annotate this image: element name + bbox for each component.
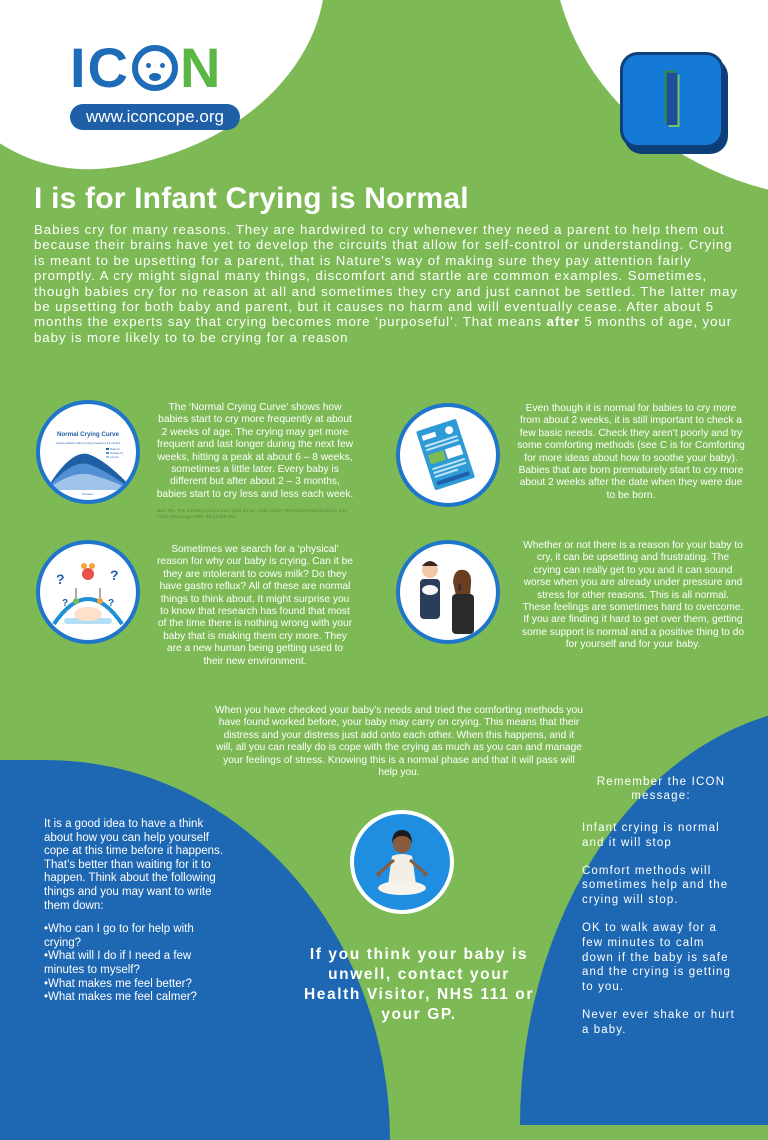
icon-message-item: OK to walk away for a few minutes to calm down if the baby is safe and the crying is getting to you. bbox=[582, 921, 731, 994]
list-item: • What makes me feel better? bbox=[44, 978, 229, 992]
phone-icon bbox=[458, 584, 461, 591]
tile-letter: I bbox=[661, 57, 683, 142]
legend-average: Average Cry bbox=[110, 452, 124, 455]
list-item: • What makes me feel calmer? bbox=[44, 991, 229, 1005]
baby-icon bbox=[74, 607, 102, 621]
stressed-parents-image bbox=[396, 540, 500, 644]
crying-curve-text: The ‘Normal Crying Curve’ shows how babies start to cry more frequently at about 2 weeks of age. The crying may get more frequent and last longer during the next few weeks, hitting a peak at about 6 – 8 weeks, sometimes a little later. Every baby is different but after about 2 – 3 months, babies start to cry less and less each week. bbox=[156, 402, 354, 500]
logo-wordmark bbox=[70, 36, 240, 99]
icon-message-title: Remember the ICON message: bbox=[596, 776, 726, 802]
parent-body-icon bbox=[452, 594, 474, 634]
website-url[interactable]: www.iconcope.org bbox=[70, 104, 240, 130]
baby-mobile-image bbox=[36, 540, 140, 644]
icon-logo bbox=[70, 36, 240, 130]
curve-citation: Barr RG. The normal crying curve: what do we really know? Developmental Medicine and Child Neurology 1990; 32(4):356-362 bbox=[157, 509, 347, 520]
svg-text:?: ? bbox=[62, 598, 69, 609]
leaflet-image bbox=[396, 403, 500, 507]
basic-needs-text: Even though it is normal for babies to cry more from about 2 weeks, it is still important to check a few basic needs. Check they aren’t poorly and try some comforting methods (see C is for Comforting for more ideas about how to soothe your baby). Babies that are born prematurely start to cry more about 2 weeks after the date when they were due to be born. bbox=[517, 403, 745, 501]
x-label-end: 4-5 months bbox=[112, 493, 124, 496]
svg-text:?: ? bbox=[108, 598, 115, 609]
logo-letters-right: N bbox=[180, 36, 223, 99]
unwell-callout: If you think your baby is unwell, contact your Health Visitor, NHS 111 or your GP. bbox=[304, 946, 534, 1023]
curve-subtitle: Curves of Early Infant Crying 2 weeks to 4.5 months bbox=[55, 441, 121, 445]
coping-paragraph: When you have checked your baby’s needs and tried the comforting methods you have found worked before, your baby may carry on crying. This means that their distress and your distress just add onto each other. When this happens, and it will, all you can really do is cope with the crying as much as you can and manage your feelings of stress. Knowing this is a normal phase and that it will pass will help you. bbox=[215, 705, 583, 779]
icon-message-item: Comfort methods will sometimes help and the crying will stop. bbox=[582, 864, 729, 907]
intro-text-part1: Babies cry for many reasons. They are hardwired to cry whenever they need a parent to help them out because their brains have yet to develop the circuits that allow for self-control or understanding. Crying is meant to be upsetting for a parent, that is Nature’s way of making sure they pay attention fairly promptly. A cry might signal many things, discomfort and startle are common examples. Sometimes, though babies cry for no reason at all and sometimes they cry and just cannot be settled. The latter may be upsetting for both baby and parent, but it causes no harm and will eventually cease. After about 5 months the experts say that crying becomes more ‘purposeful’. That means bbox=[34, 222, 738, 330]
page-title: I is for Infant Crying is Normal bbox=[34, 182, 469, 215]
physical-reason-text: Sometimes we search for a ‘physical’ reason for why our baby is crying. Can it be they are intolerant to cows milk? Do they have gastro reflux? All of these are normal things to think about. It might surprise you to know that research has found that most of the time there is nothing wrong with your baby that is making them cry more. They are a new human being getting used to their new environment. bbox=[157, 544, 353, 667]
crying-curve-image bbox=[36, 400, 140, 504]
intro-text-bold: after bbox=[546, 314, 580, 330]
legend-peak: Peak Cry bbox=[110, 448, 120, 451]
toy-icon bbox=[82, 568, 94, 580]
intro-text-part2: 5 months of age, your baby is more likely to to be crying for a reason bbox=[34, 314, 733, 345]
question-mark-icon: ? bbox=[110, 567, 119, 583]
self-help-intro: It is a good idea to have a think about how you can help yourself cope at this time before it happens. That’s better than waiting for it to happen. Think about the following things and you may want to write them down: bbox=[44, 818, 223, 912]
calm-parent-image bbox=[350, 810, 454, 914]
letter-i-tile bbox=[620, 52, 724, 148]
list-item: • Who can I go to for help with crying? bbox=[44, 923, 229, 950]
self-help-list bbox=[44, 923, 229, 1005]
upsetting-feelings-text: Whether or not there is a reason for your baby to cry, it can be upsetting and frustrating. The crying can really get to you and it can sound worse when you are already under pressure and stress for other reasons. This is all normal. These feelings are sometimes hard to overcome. If you are finding it hard to get over them, getting some support is normal and a positive thing to do for yourself and for your baby. bbox=[522, 540, 744, 651]
logo-letters-left: IC bbox=[70, 36, 130, 99]
icon-message-item: Never ever shake or hurt a baby. bbox=[582, 1008, 735, 1036]
calm-person-body-icon bbox=[388, 854, 416, 884]
x-label-start: 2 weeks bbox=[54, 493, 63, 496]
intro-paragraph bbox=[34, 222, 739, 345]
baby-face-icon bbox=[132, 45, 178, 91]
self-help-panel bbox=[44, 818, 229, 1005]
icon-message-item: Infant crying is normal and it will stop bbox=[582, 822, 720, 849]
list-item: • What will I do if I need a few minutes to myself? bbox=[44, 950, 229, 977]
curve-title: Normal Crying Curve bbox=[57, 431, 119, 438]
icon-message-panel bbox=[582, 775, 740, 1051]
question-mark-icon: ? bbox=[56, 571, 65, 587]
baby-in-arms-icon bbox=[422, 585, 438, 595]
x-label-mid: 6-8 weeks bbox=[82, 493, 93, 496]
legend-low: Low Cry bbox=[110, 456, 119, 459]
